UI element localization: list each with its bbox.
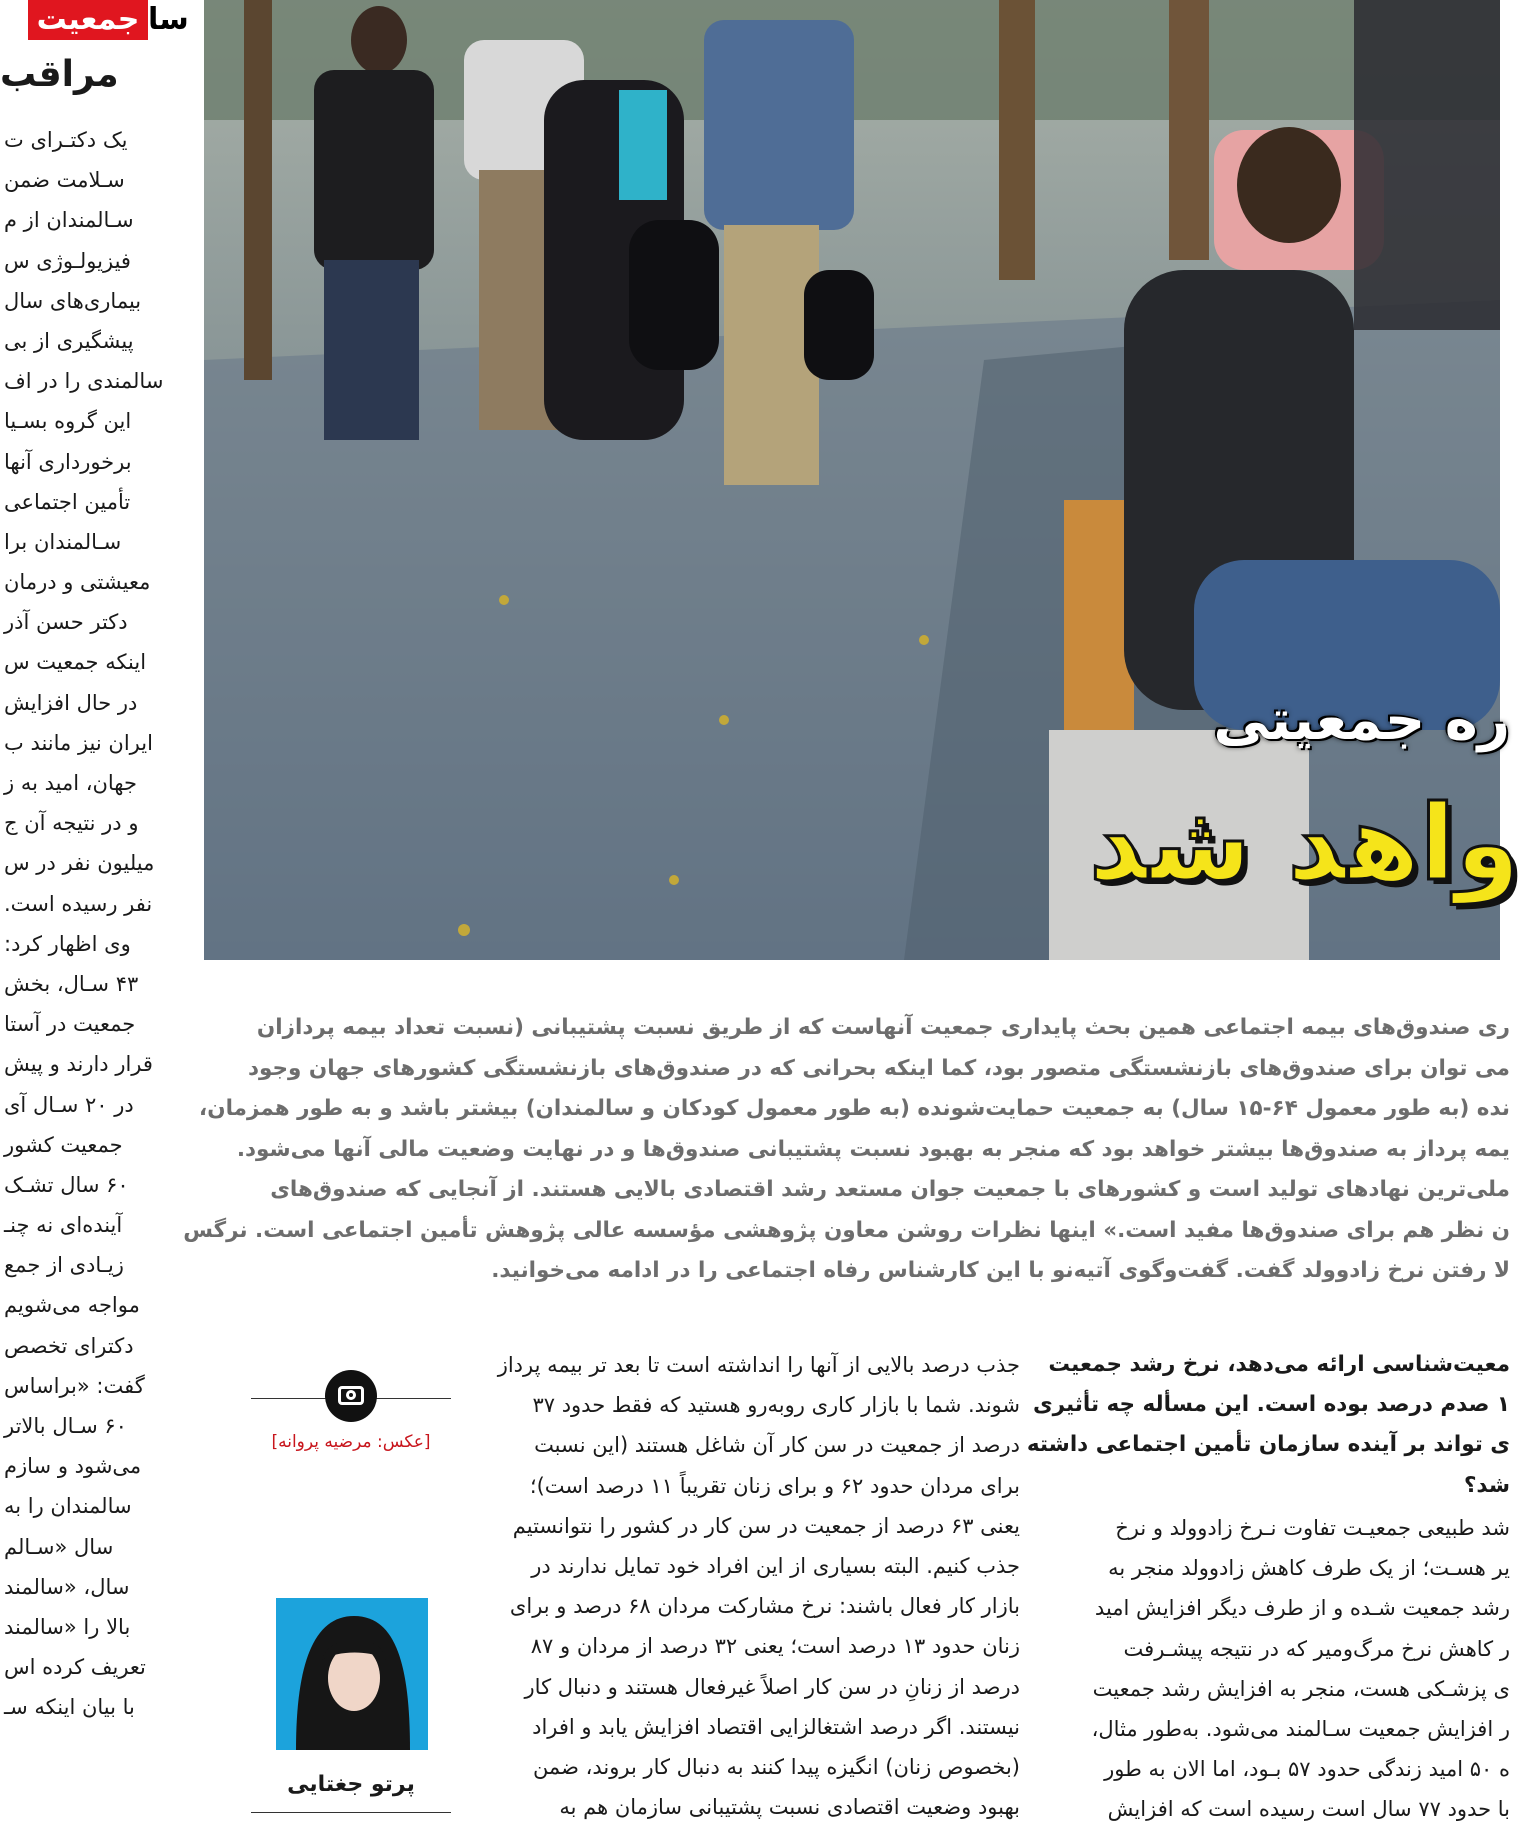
text-line: یک دکتـرای ت [4,128,128,152]
author-portrait [276,1598,428,1750]
text-line: سال، «سالمند [4,1574,130,1599]
text-line: ی پزشـکی هست، منجر به افزایش رشد جمعیت [1092,1676,1510,1701]
text-line: سالمندی را در اف [4,369,164,394]
photo-credit: [عکس: مرضیه پروانه] [271,1432,431,1452]
left-article-text [4,120,194,1728]
text-line: می‌شود و سازم [4,1454,142,1479]
lead-line: می توان برای صندوق‌های بازنشستگی متصور بود، کما اینکه بحرانی که در صندوق‌های بازنشستگی کشورهای جهان وجود [247,1055,1510,1081]
lead-line: نده (به طور معمول ۶۴-۱۵ سال) به جمعیت حمایت‌شونده (به طور معمول کودکان و سالمندان) بیشتر باشد و به طور همزمان، [199,1096,1510,1121]
text-line: زنان حدود ۱۳ درصد است؛ یعنی ۳۲ درصد از مردان و ۸۷ [530,1634,1020,1659]
main-headline: واهد شد [1088,782,1520,904]
text-line: درصد از جمعیت در سن کار آن شاغل هستند (این نسبت [534,1433,1020,1458]
left-article-column [0,0,200,1827]
camera-icon [325,1370,377,1422]
text-line: سـلامت ضمن [4,168,125,193]
text-line: ایران نیز مانند ب [4,730,153,755]
text-line: ر کاهش نرخ مرگ‌ومیر که در نتیجه پیشـرفت [1123,1636,1510,1661]
text-line: درصد از زنانِ در سن کار اصلاً غیرفعال هستند و دنبال کار [524,1674,1020,1699]
lead-line: ن نظر هم برای صندوق‌ها مفید است.» اینها نظرات روشن معاون پژوهشی مؤسسه عالی پژوهش تأمین اجتماعی است. نرگس [183,1217,1510,1243]
question-line: ۱ صدم درصد بوده است. این مسأله چه تأثیری [1032,1392,1510,1418]
text-line: بیماری‌های سال [4,288,142,313]
text-line: جذب کنیم. البته بسیاری از این افراد خود تمایل ندارند در [531,1553,1020,1578]
text-line: سال «سـالم [4,1534,114,1559]
section-tag [0,0,200,42]
text-line: معیشتی و درمان [4,570,151,595]
text-line: زیـادی از جمع [4,1253,124,1278]
text-line: مواجه می‌شویم [4,1293,140,1318]
lead-paragraph [183,1008,1510,1292]
text-line: تأمین اجتماعی [4,489,131,514]
headline-kicker: ره جمعیتی [1213,688,1510,753]
text-line: فیزیولـوژی س [4,248,131,273]
text-line: نیستند. اگر درصد اشتغالزایی اقتصاد افزایش یابد و افراد [532,1714,1020,1739]
text-line: آینده‌ای نه چنـ [4,1213,123,1238]
text-line: سـالمندان برا [4,529,122,554]
lead-line: یمه‌ پرداز به صندوق‌ها بیشتر خواهد بود که منجر به بهبود نسبت پشتیبانی صندوق‌ها و در نهایت وضعیت مالی آنها می‌شود. [236,1136,1510,1162]
text-line: ۶۰ سـال بالاتر [4,1414,127,1438]
left-article-headline: مراقب [0,54,119,95]
text-line: یر هسـت؛ از یک طرف کاهش زادوولد منجر به [1108,1556,1510,1581]
text-line: شوند. شما با بازار کاری روبه‌رو هستید که فقط حدود ۳۷ [532,1393,1020,1418]
text-line: میلیون نفر در س [4,851,155,876]
text-line: در حال افزایش [4,690,138,715]
text-line: قرار دارند و پیش [4,1052,153,1077]
question-line: ی تواند بر آینده سازمان تأمین اجتماعی داشته [1026,1432,1510,1458]
author-avatar [276,1598,428,1750]
section-tag-continuation: سا [148,2,189,37]
text-line: دکتر حسن آذر [4,610,128,635]
text-line: ۶۰ سال تشـک [4,1172,129,1197]
text-line: (بخصوص زنان) انگیزه پیدا کنند به دنبال کار بروند، ضمن [532,1754,1020,1779]
section-tag-label: جمعیت [28,0,148,40]
text-line: رشد جمعیت شـده و از طرف دیگر افزایش امید [1094,1596,1510,1621]
lead-line: ری صندوق‌های بیمه اجتماعی همین بحث پایداری جمعیت آنهاست که از طریق نسبت پشتیبانی (نسبت تعداد بیمه‌ پردازان [256,1015,1510,1040]
text-line: وی اظهار کرد: [4,931,131,956]
text-line: جهان، امید به ز [4,771,137,795]
text-line: نفر رسیده است. [4,891,153,916]
text-line: با بیان اینکه سـ [4,1695,135,1720]
right-article-column [1060,1508,1510,1830]
lead-line: ملی‌ترین نهادهای تولید است و کشورهای با جمعیت جوان مستعد رشد اقتصادی بالایی هستند. از آنجایی که صندوق‌های [270,1177,1510,1202]
text-line: سالمندان را به [4,1494,132,1519]
text-line: سـالمندان از م [4,208,134,233]
text-line: ۴۳ سـال، بخش [4,971,139,996]
text-line: ر افزایش جمعیت سـالمند می‌شود. به‌طور مثال، [1091,1716,1510,1741]
text-line: در ۲۰ سـال آی [4,1092,134,1117]
text-line: برای مردان حدود ۶۲ و برای زنان تقریباً ۱۱ درصد است)؛ [529,1473,1020,1498]
text-line: گفت: «براساس [4,1373,145,1398]
lead-line: لا رفتن نرخ زادوولد گفت. گفت‌وگوی آتیه‌نو با این کارشناس رفاه اجتماعی را در ادامه می‌خوانید. [491,1258,1510,1283]
text-line: بالا را «سالمند [4,1614,131,1639]
main-photo [204,0,1520,960]
text-line: جمعیت کشور [4,1132,123,1157]
interview-question [1026,1345,1510,1506]
text-line: ه ۵۰ امید زندگی حدود ۵۷ بـود، اما الان به طور [1104,1757,1510,1782]
text-line: جذب درصد بالایی از آنها را انداشته است تا بعد تر بیمه‌ پرداز [497,1353,1020,1377]
text-line: شد طبیعی جمعیـت تفاوت نـرخ زادوولد و نرخ [1115,1516,1510,1540]
text-line: تعریف کرده اس [4,1655,146,1680]
question-line: معیت‌شناسی ارائه می‌دهد، نرخ رشد جمعیت [1048,1352,1510,1377]
text-line: اینکه جمعیت س [4,650,147,675]
author-divider [251,1812,451,1813]
text-line: برخورداری آنها [4,449,132,474]
text-line: پیشگیری از بی [4,328,134,353]
middle-article-column [497,1345,1020,1827]
text-line: با حدود ۷۷ سال است رسیده است که افزایش [1107,1797,1510,1822]
text-line: و در نتیجه آن ج [4,811,139,836]
text-line: یعنی ۶۳ درصد از جمعیت در سن کار در کشور را نتوانستیم [512,1513,1020,1538]
question-line: شد؟ [1463,1472,1510,1498]
text-line: جمعیت در آستا [4,1012,136,1037]
text-line: بهبود وضعیت اقتصادی نسبت پشتیبانی سازمان هم به [559,1795,1020,1820]
text-line: این گروه بسـیا [4,409,132,434]
text-line: بازار کار فعال باشند: نرخ مشارکت مردان ۶۸ درصد و برای [509,1594,1020,1619]
author-name: پرتو جغتایی [287,1772,415,1797]
text-line: دکترای تخصص [4,1333,134,1358]
